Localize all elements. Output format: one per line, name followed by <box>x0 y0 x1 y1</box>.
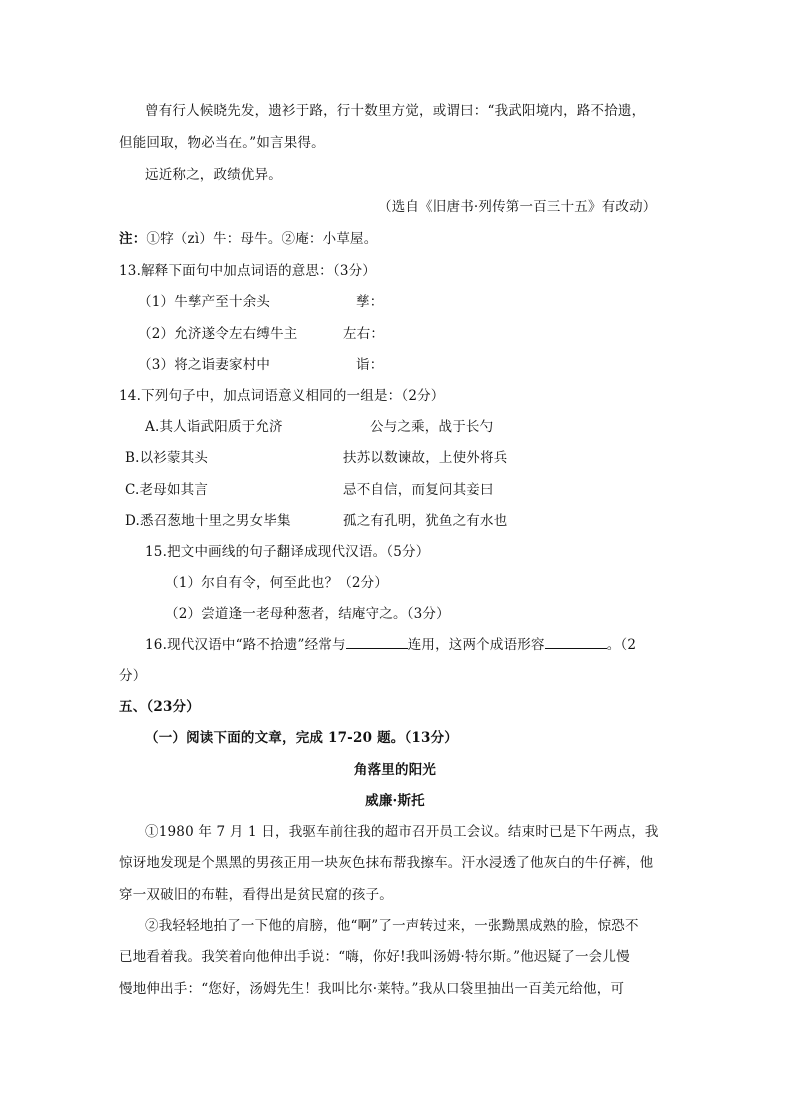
q14-option-c-left: C.老母如其言 <box>125 482 209 498</box>
q15-item-1: （1）尔自有令，何至此也？（2分） <box>165 575 389 591</box>
q16-blank-1 <box>346 636 408 649</box>
section-5-subheading: （一）阅读下面的文章，完成 17-20 题。（13分） <box>145 730 459 746</box>
q13-item-1-word: 孳： <box>356 294 384 310</box>
q14-option-b-right: 扶苏以数谏故，上使外将兵 <box>343 450 508 466</box>
q14-option-c-right: 忌不自信，而复问其妾曰 <box>343 482 494 498</box>
classical-paragraph-1-line-1: 曾有行人候晓先发，遗衫于路，行十数里方觉，或谓曰：“我武阳境内，路不拾遗， <box>145 103 646 119</box>
q13-item-3-sentence: （3）将之诣妻家村中 <box>138 357 271 373</box>
q14-option-b-left: B.以衫蒙其头 <box>125 450 209 466</box>
q14-option-a-left: A.其人诣武阳质于允济 <box>145 419 283 435</box>
question-16-line-1 <box>145 636 636 654</box>
section-5-heading: 五、（23分） <box>119 699 200 715</box>
annotation-note <box>119 230 377 248</box>
note-text: ①牸（zì）牛：母牛。②庵：小草屋。 <box>146 231 378 247</box>
article-paragraph-2-line-3: 慢地伸出手：“您好，汤姆先生！我叫比尔·莱特。”我从口袋里抽出一百美元给他，可 <box>119 981 625 997</box>
q16-part-2: 连用，这两个成语形容 <box>407 637 545 653</box>
q14-option-a-right: 公与之乘，战于长勺 <box>370 419 494 435</box>
article-paragraph-1-line-3: 穿一双破旧的布鞋，看得出是贫民窟的孩子。 <box>119 887 393 903</box>
article-title: 角落里的阳光 <box>353 762 437 778</box>
question-16-line-2: 分） <box>119 668 147 684</box>
article-author: 威廉·斯托 <box>365 793 425 809</box>
question-15-stem: 15.把文中画线的句子翻译成现代汉语。（5分） <box>145 544 430 560</box>
q14-option-d-left: D.悉召葱地十里之男女毕集 <box>125 513 291 529</box>
question-14-stem: 14.下列句子中，加点词语意义相同的一组是：（2分） <box>119 388 445 404</box>
q16-blank-2 <box>545 636 607 649</box>
q16-part-1: 16.现代汉语中“路不拾遗”经常与 <box>145 637 346 653</box>
classical-paragraph-1-line-2: 但能回取，物必当在。”如言果得。 <box>119 135 325 151</box>
note-label: 注： <box>119 231 147 247</box>
q13-item-2-sentence: （2）允济遂令左右缚牛主 <box>138 326 298 342</box>
question-13-stem: 13.解释下面句中加点词语的意思：（3分） <box>119 263 377 279</box>
article-paragraph-1-line-2: 惊讶地发现是个黑黑的男孩正用一块灰色抹布帮我擦车。汗水浸透了他灰白的牛仔裤，他 <box>119 855 654 871</box>
q16-part-3: 。（2 <box>606 637 637 653</box>
article-paragraph-2-line-1: ②我轻轻地拍了一下他的肩膀，他“啊”了一声转过来，一张黝黑成熟的脸，惊恐不 <box>145 918 639 934</box>
q13-item-1-sentence: （1）牛孳产至十余头 <box>138 294 271 310</box>
q13-item-3-word: 诣： <box>356 357 384 373</box>
article-paragraph-2-line-2: 已地看着我。我笑着向他伸出手说：“嗨，你好!我叫汤姆·特尔斯。”他迟疑了一会儿慢 <box>119 949 630 965</box>
q15-item-2: （2）尝道逢一老母种葱者，结庵守之。（3分） <box>165 606 450 622</box>
classical-paragraph-2: 远近称之，政绩优异。 <box>145 167 282 183</box>
q14-option-d-right: 孤之有孔明，犹鱼之有水也 <box>343 513 508 529</box>
source-citation: （选自《旧唐书·列传第一百三十五》有改动） <box>378 199 657 215</box>
article-paragraph-1-line-1: ①1980 年 7 月 1 日，我驱车前往我的超市召开员工会议。结束时已是下午两点，我 <box>145 824 659 840</box>
q13-item-2-word: 左右： <box>343 326 385 342</box>
